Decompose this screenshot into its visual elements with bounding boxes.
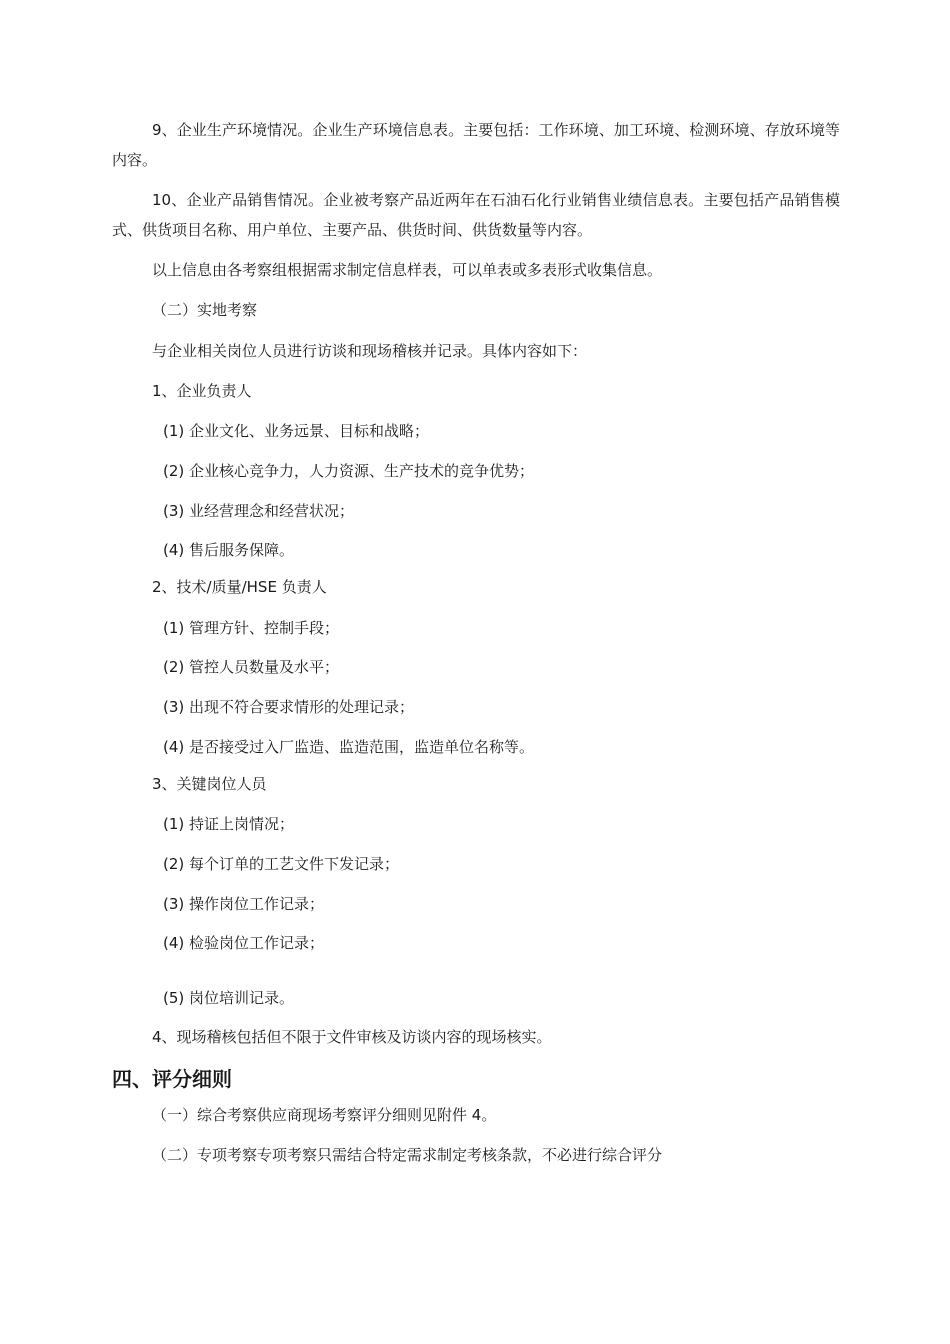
list-item: (2) 企业核心竞争力，人力资源、生产技术的竞争优势； [163,462,535,480]
list-item: (4) 检验岗位工作记录； [163,934,325,952]
list-item: (2) 每个订单的工艺文件下发记录； [163,855,400,873]
group-title-tech-head: 2、技术/质量/HSE 负责人 [152,578,327,596]
paragraph-info-note: 以上信息由各考察组根据需求制定信息样表，可以单表或多表形式收集信息。 [152,261,663,279]
paragraph-scoring-special: （二）专项考察专项考察只需结合特定需求制定考核条款，不必进行综合评分 [152,1146,663,1164]
list-item: (1) 企业文化、业务远景、目标和战略； [163,422,430,440]
list-item: (3) 出现不符合要求情形的处理记录； [163,698,415,716]
paragraph-environment: 9、企业生产环境情况。企业生产环境信息表。主要包括：工作环境、加工环境、检测环境、存放环境等内容。 [112,121,840,169]
section-heading-scoring: 四、评分细则 [112,1067,232,1091]
paragraph-onsite-audit: 4、现场稽核包括但不限于文件审核及访谈内容的现场核实。 [152,1028,552,1046]
list-item: (3) 业经营理念和经营状况； [163,502,355,520]
section-field-inspection: （二）实地考察 [152,301,258,319]
list-item: (1) 管理方针、控制手段； [163,619,340,637]
list-item: (2) 管控人员数量及水平； [163,658,340,676]
list-item: (5) 岗位培训记录。 [163,989,295,1007]
paragraph-intro: 与企业相关岗位人员进行访谈和现场稽核并记录。具体内容如下： [152,342,588,360]
list-item: (4) 售后服务保障。 [163,541,295,559]
paragraph-sales: 10、企业产品销售情况。企业被考察产品近两年在石油石化行业销售业绩信息表。主要包括产品销售模式、供货项目名称、用户单位、主要产品、供货时间、供货数量等内容。 [112,191,840,239]
group-title-key-staff: 3、关键岗位人员 [152,775,267,793]
list-item: (1) 持证上岗情况； [163,815,295,833]
list-item: (4) 是否接受过入厂监造、监造范围，监造单位名称等。 [163,738,535,756]
group-title-enterprise-head: 1、企业负责人 [152,382,252,400]
paragraph-scoring-general: （一）综合考察供应商现场考察评分细则见附件 4。 [152,1106,497,1124]
list-item: (3) 操作岗位工作记录； [163,895,325,913]
